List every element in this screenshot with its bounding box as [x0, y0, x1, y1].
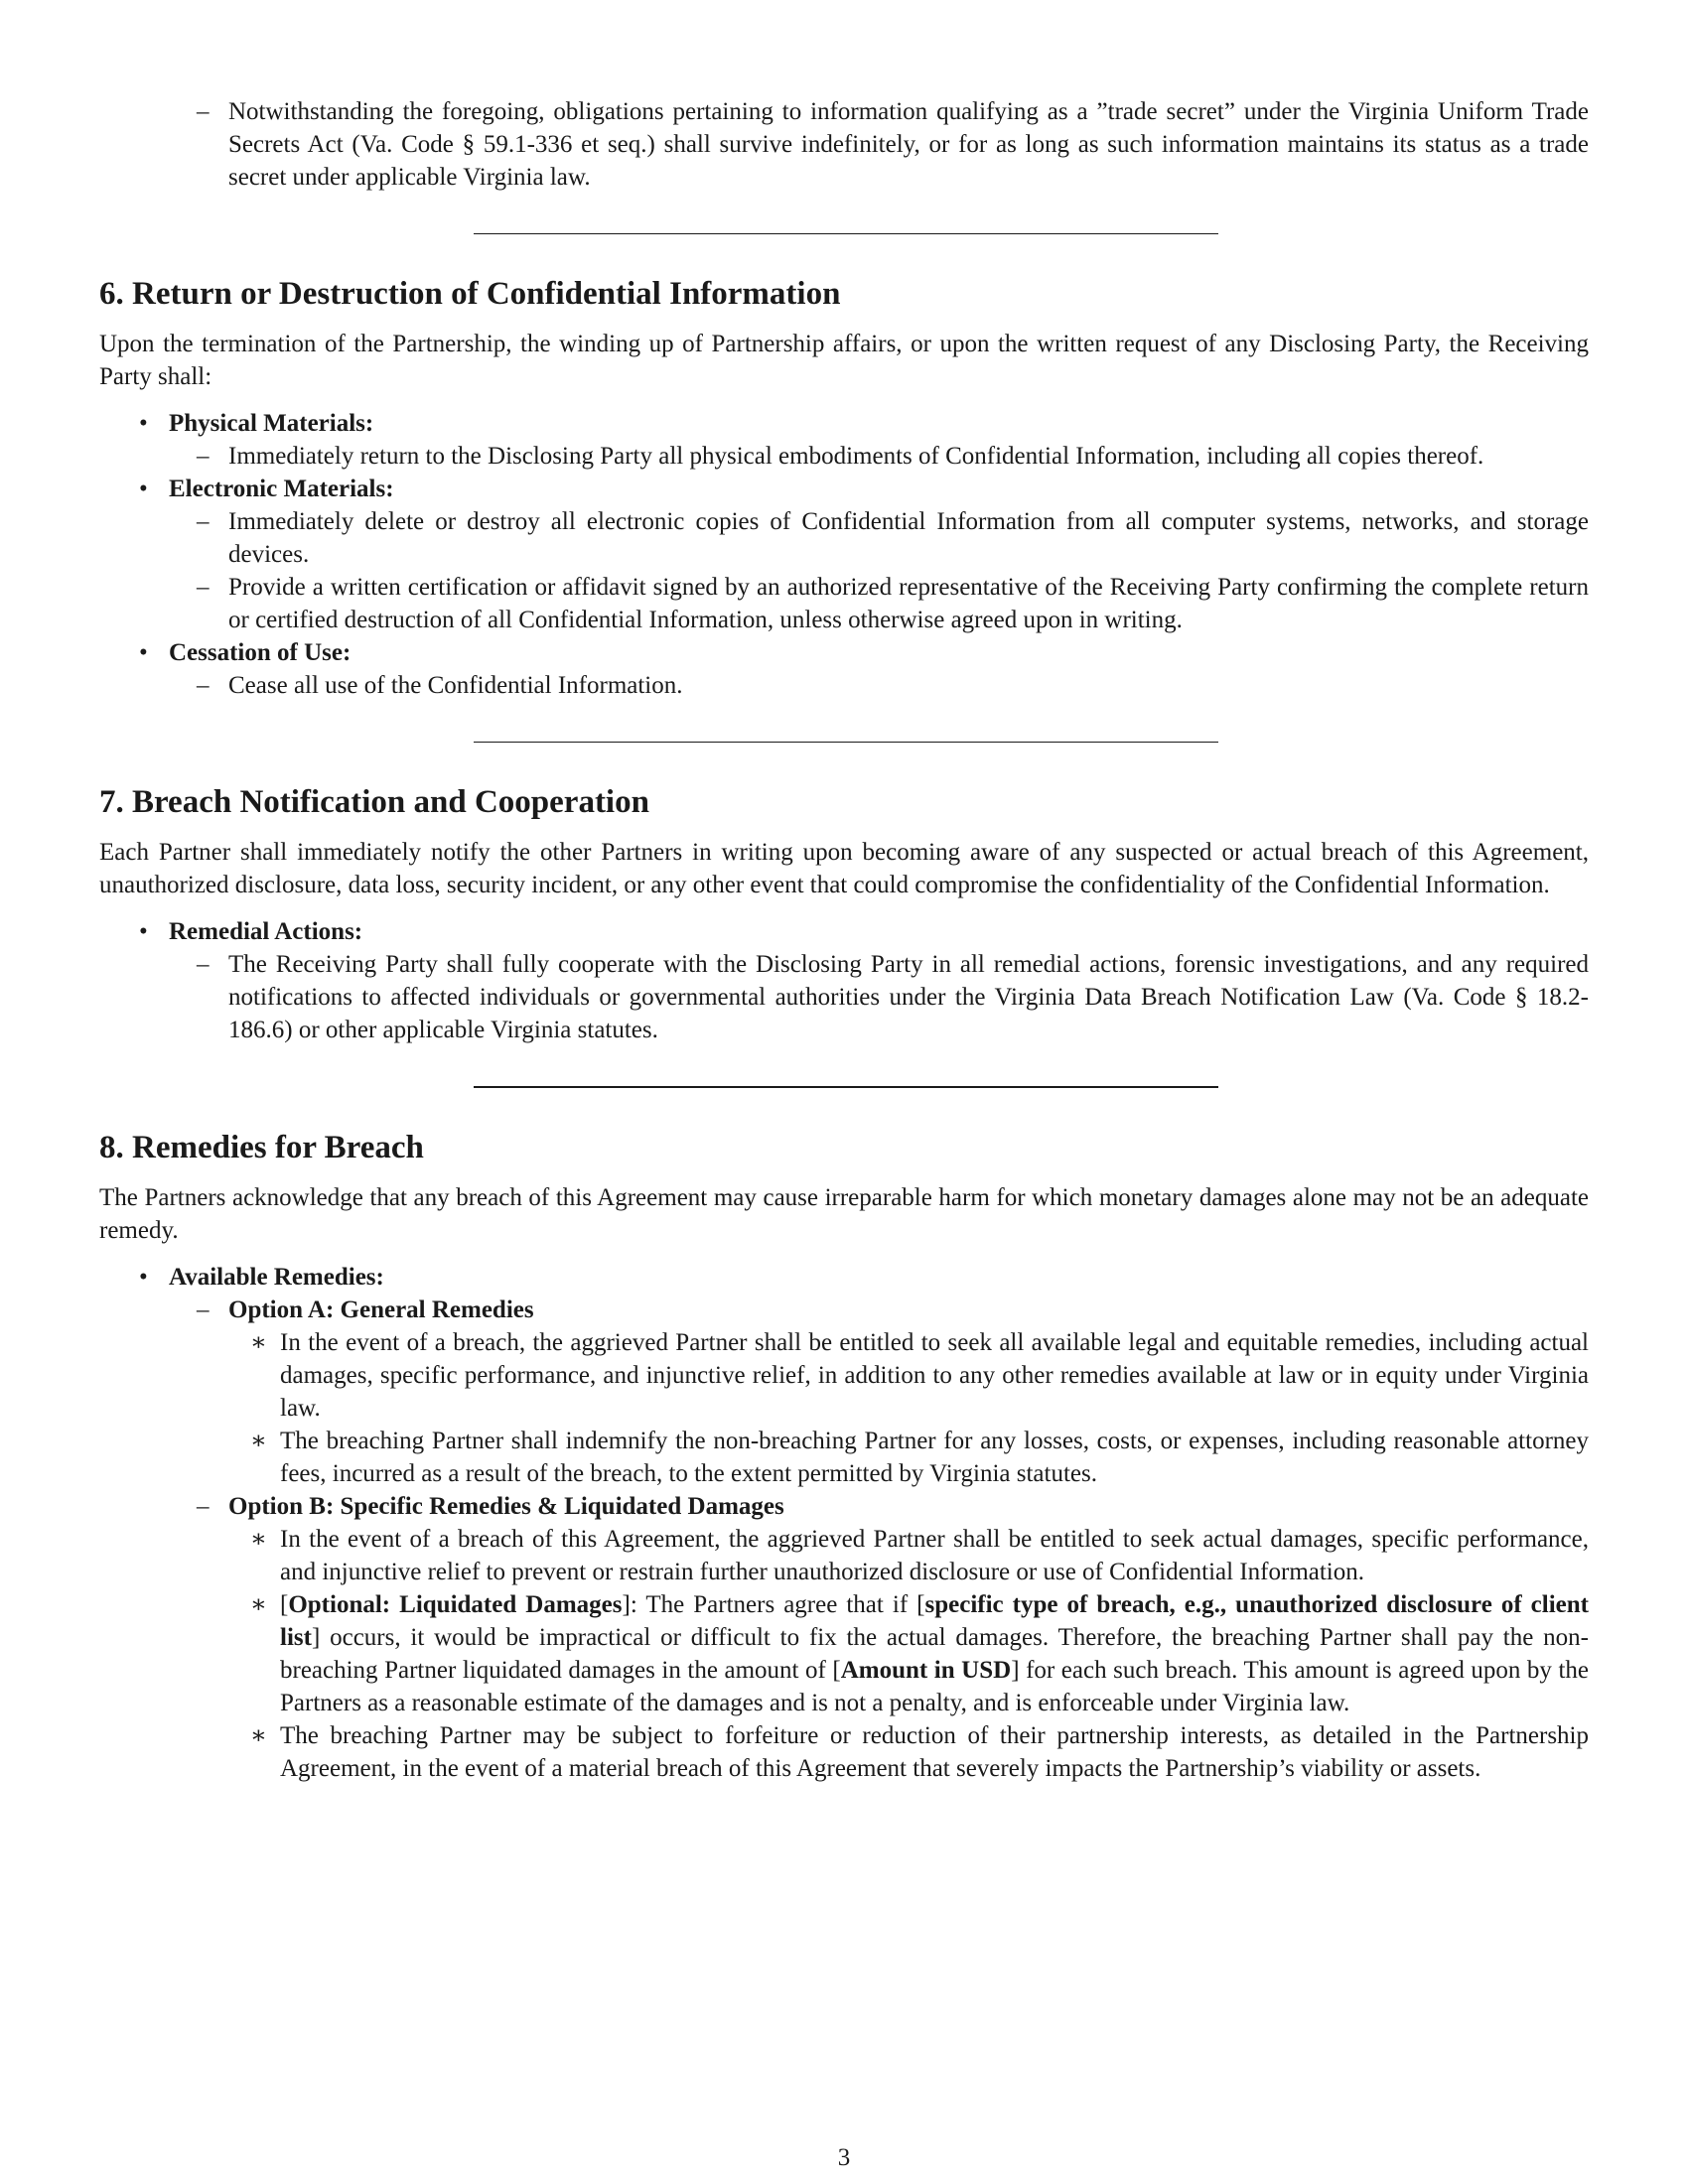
electronic-delete-text: Immediately delete or destroy all electronic copies of Confidential Information from all computer systems, networks, and storage devices. — [228, 508, 1589, 568]
section-7-lead: Each Partner shall immediately notify the other Partners in writing upon becoming aware of any suspected or actual breach of this Agreement, unauthorized disclosure, data loss, security incident, or any other event that could compromise the confidentiality of the Confidential Information. — [99, 839, 1589, 898]
amount-placeholder: Amount in USD — [840, 1657, 1012, 1684]
list-item — [99, 1523, 1589, 1588]
option-b-specific-remedies-text: In the event of a breach of this Agreement, the aggrieved Partner shall be entitled to seek actual damages, specific performance, and injunctive relief to prevent or restrain further unauthorized disclosure or use of Confidential Information. — [280, 1526, 1589, 1585]
dash-marker: – — [197, 443, 210, 470]
remedial-actions-text: The Receiving Party shall fully cooperate with the Disclosing Party in all remedial actions, forensic investigations, and any required notifications to affected individuals or governmental authorities under the Virginia Data Breach Notification Law (Va. Code § 18.2-186.6) or other applicable Virginia statutes. — [228, 951, 1589, 1043]
bullet-marker: • — [139, 1264, 148, 1291]
liquidated-damages-text-2: ] occurs, it would be impractical or difficult to fix the actual damages. Therefore, the breaching Partner shall pay the non-breaching Partner liquidated damages in the amount of [ — [280, 1624, 1589, 1684]
section-8-list — [99, 1261, 1589, 1785]
dash-marker: – — [197, 574, 210, 601]
breach-type-placeholder: specific type of breach, e.g., unauthorized disclosure of client list — [280, 1591, 1589, 1651]
option-a-general-remedies-text: In the event of a breach, the aggrieved Partner shall be entitled to seek all available legal and equitable remedies, including actual damages, specific performance, and injunctive relief, in addition to any other remedies available at law or in equity under Virginia law. — [280, 1329, 1589, 1422]
list-item — [99, 1326, 1589, 1425]
available-remedies-bullet — [99, 1261, 1589, 1294]
dash-marker: – — [197, 951, 210, 978]
remedial-actions-bullet — [99, 915, 1589, 948]
dash-marker: – — [197, 508, 210, 535]
dash-marker: – — [197, 98, 210, 125]
option-b-label: Option B: Specific Remedies & Liquidated Damages — [228, 1493, 784, 1520]
asterisk-marker: ∗ — [250, 1526, 267, 1553]
option-a-heading — [99, 1294, 1589, 1326]
list-item — [99, 571, 1589, 636]
section-divider — [474, 1086, 1218, 1088]
asterisk-marker: ∗ — [250, 1329, 267, 1356]
liquidated-damages-label: Optional: Liquidated Damages — [288, 1591, 623, 1618]
liquidated-damages-item — [99, 1588, 1589, 1719]
page-number: 3 — [837, 2144, 851, 2171]
physical-materials-label: Physical Materials: — [169, 410, 374, 437]
dash-marker: – — [197, 1493, 210, 1520]
option-b-heading — [99, 1490, 1589, 1523]
list-item — [99, 440, 1589, 473]
option-a-indemnification-text: The breaching Partner shall indemnify the non-breaching Partner for any losses, costs, or expenses, including reasonable attorney fees, incurred as a result of the breach, to the extent permitted by Virginia statutes. — [280, 1428, 1589, 1487]
trade-secret-survival-text: Notwithstanding the foregoing, obligations pertaining to information qualifying as a ”trade secret” under the Virginia Uniform Trade Secrets Act (Va. Code § 59.1-336 et seq.) shall survive indefinitely, or for as long as such information maintains its status as a trade secret under applicable Virginia law. — [228, 98, 1589, 191]
option-b-forfeiture-text: The breaching Partner may be subject to forfeiture or reduction of their partnership interests, as detailed in the Partnership Agreement, in the event of a material breach of this Agreement that severely impacts the Partnership’s viability or assets. — [280, 1722, 1589, 1782]
section-6-list — [99, 407, 1589, 702]
liquidated-damages-text-3: ] for each such breach. This amount is agreed upon by the Partners as a reasonable estimate of the damages and is not a penalty, and is enforceable under Virginia law. — [280, 1657, 1590, 1716]
list-item — [99, 1425, 1589, 1490]
cessation-of-use-text: Cease all use of the Confidential Information. — [228, 672, 683, 699]
section-divider — [474, 742, 1218, 743]
document-page — [99, 95, 1589, 1785]
section-6-heading: 6. Return or Destruction of Confidential Information — [99, 276, 841, 312]
electronic-certification-text: Provide a written certification or affidavit signed by an authorized representative of the Receiving Party confirming the complete return or certified destruction of all Confidential Information, unless otherwise agreed upon in writing. — [228, 574, 1589, 633]
bullet-marker: • — [139, 476, 148, 502]
cessation-of-use-bullet — [99, 636, 1589, 669]
cessation-of-use-label: Cessation of Use: — [169, 639, 352, 666]
asterisk-marker: ∗ — [250, 1428, 267, 1454]
section-6-lead: Upon the termination of the Partnership, the winding up of Partnership affairs, or upon the written request of any Disclosing Party, the Receiving Party shall: — [99, 331, 1589, 390]
liquidated-damages-text-1: : The Partners agree that if [ — [630, 1591, 925, 1618]
dash-marker: – — [197, 1297, 210, 1323]
list-item — [99, 669, 1589, 702]
bullet-marker: • — [139, 639, 148, 666]
section-7-heading: 7. Breach Notification and Cooperation — [99, 784, 649, 820]
bullet-marker: • — [139, 918, 148, 945]
trade-secret-survival-item — [99, 95, 1589, 194]
electronic-materials-label: Electronic Materials: — [169, 476, 394, 502]
option-a-label: Option A: General Remedies — [228, 1297, 534, 1323]
section-7-list — [99, 915, 1589, 1046]
list-item — [99, 505, 1589, 571]
bullet-marker: • — [139, 410, 148, 437]
section-divider — [474, 233, 1218, 234]
electronic-materials-bullet — [99, 473, 1589, 505]
asterisk-marker: ∗ — [250, 1591, 267, 1618]
physical-materials-bullet — [99, 407, 1589, 440]
available-remedies-label: Available Remedies: — [169, 1264, 384, 1291]
physical-materials-text: Immediately return to the Disclosing Party all physical embodiments of Confidential Information, including all copies thereof. — [228, 443, 1484, 470]
dash-marker: – — [197, 672, 210, 699]
bracket-open: [ — [280, 1591, 289, 1618]
list-item — [99, 1719, 1589, 1785]
asterisk-marker: ∗ — [250, 1722, 267, 1749]
section-8-heading: 8. Remedies for Breach — [99, 1130, 424, 1165]
remedial-actions-label: Remedial Actions: — [169, 918, 363, 945]
list-item — [99, 948, 1589, 1046]
section-8-lead: The Partners acknowledge that any breach of this Agreement may cause irreparable harm for which monetary damages alone may not be an adequate remedy. — [99, 1184, 1589, 1244]
bracket-close: ] — [622, 1591, 631, 1618]
